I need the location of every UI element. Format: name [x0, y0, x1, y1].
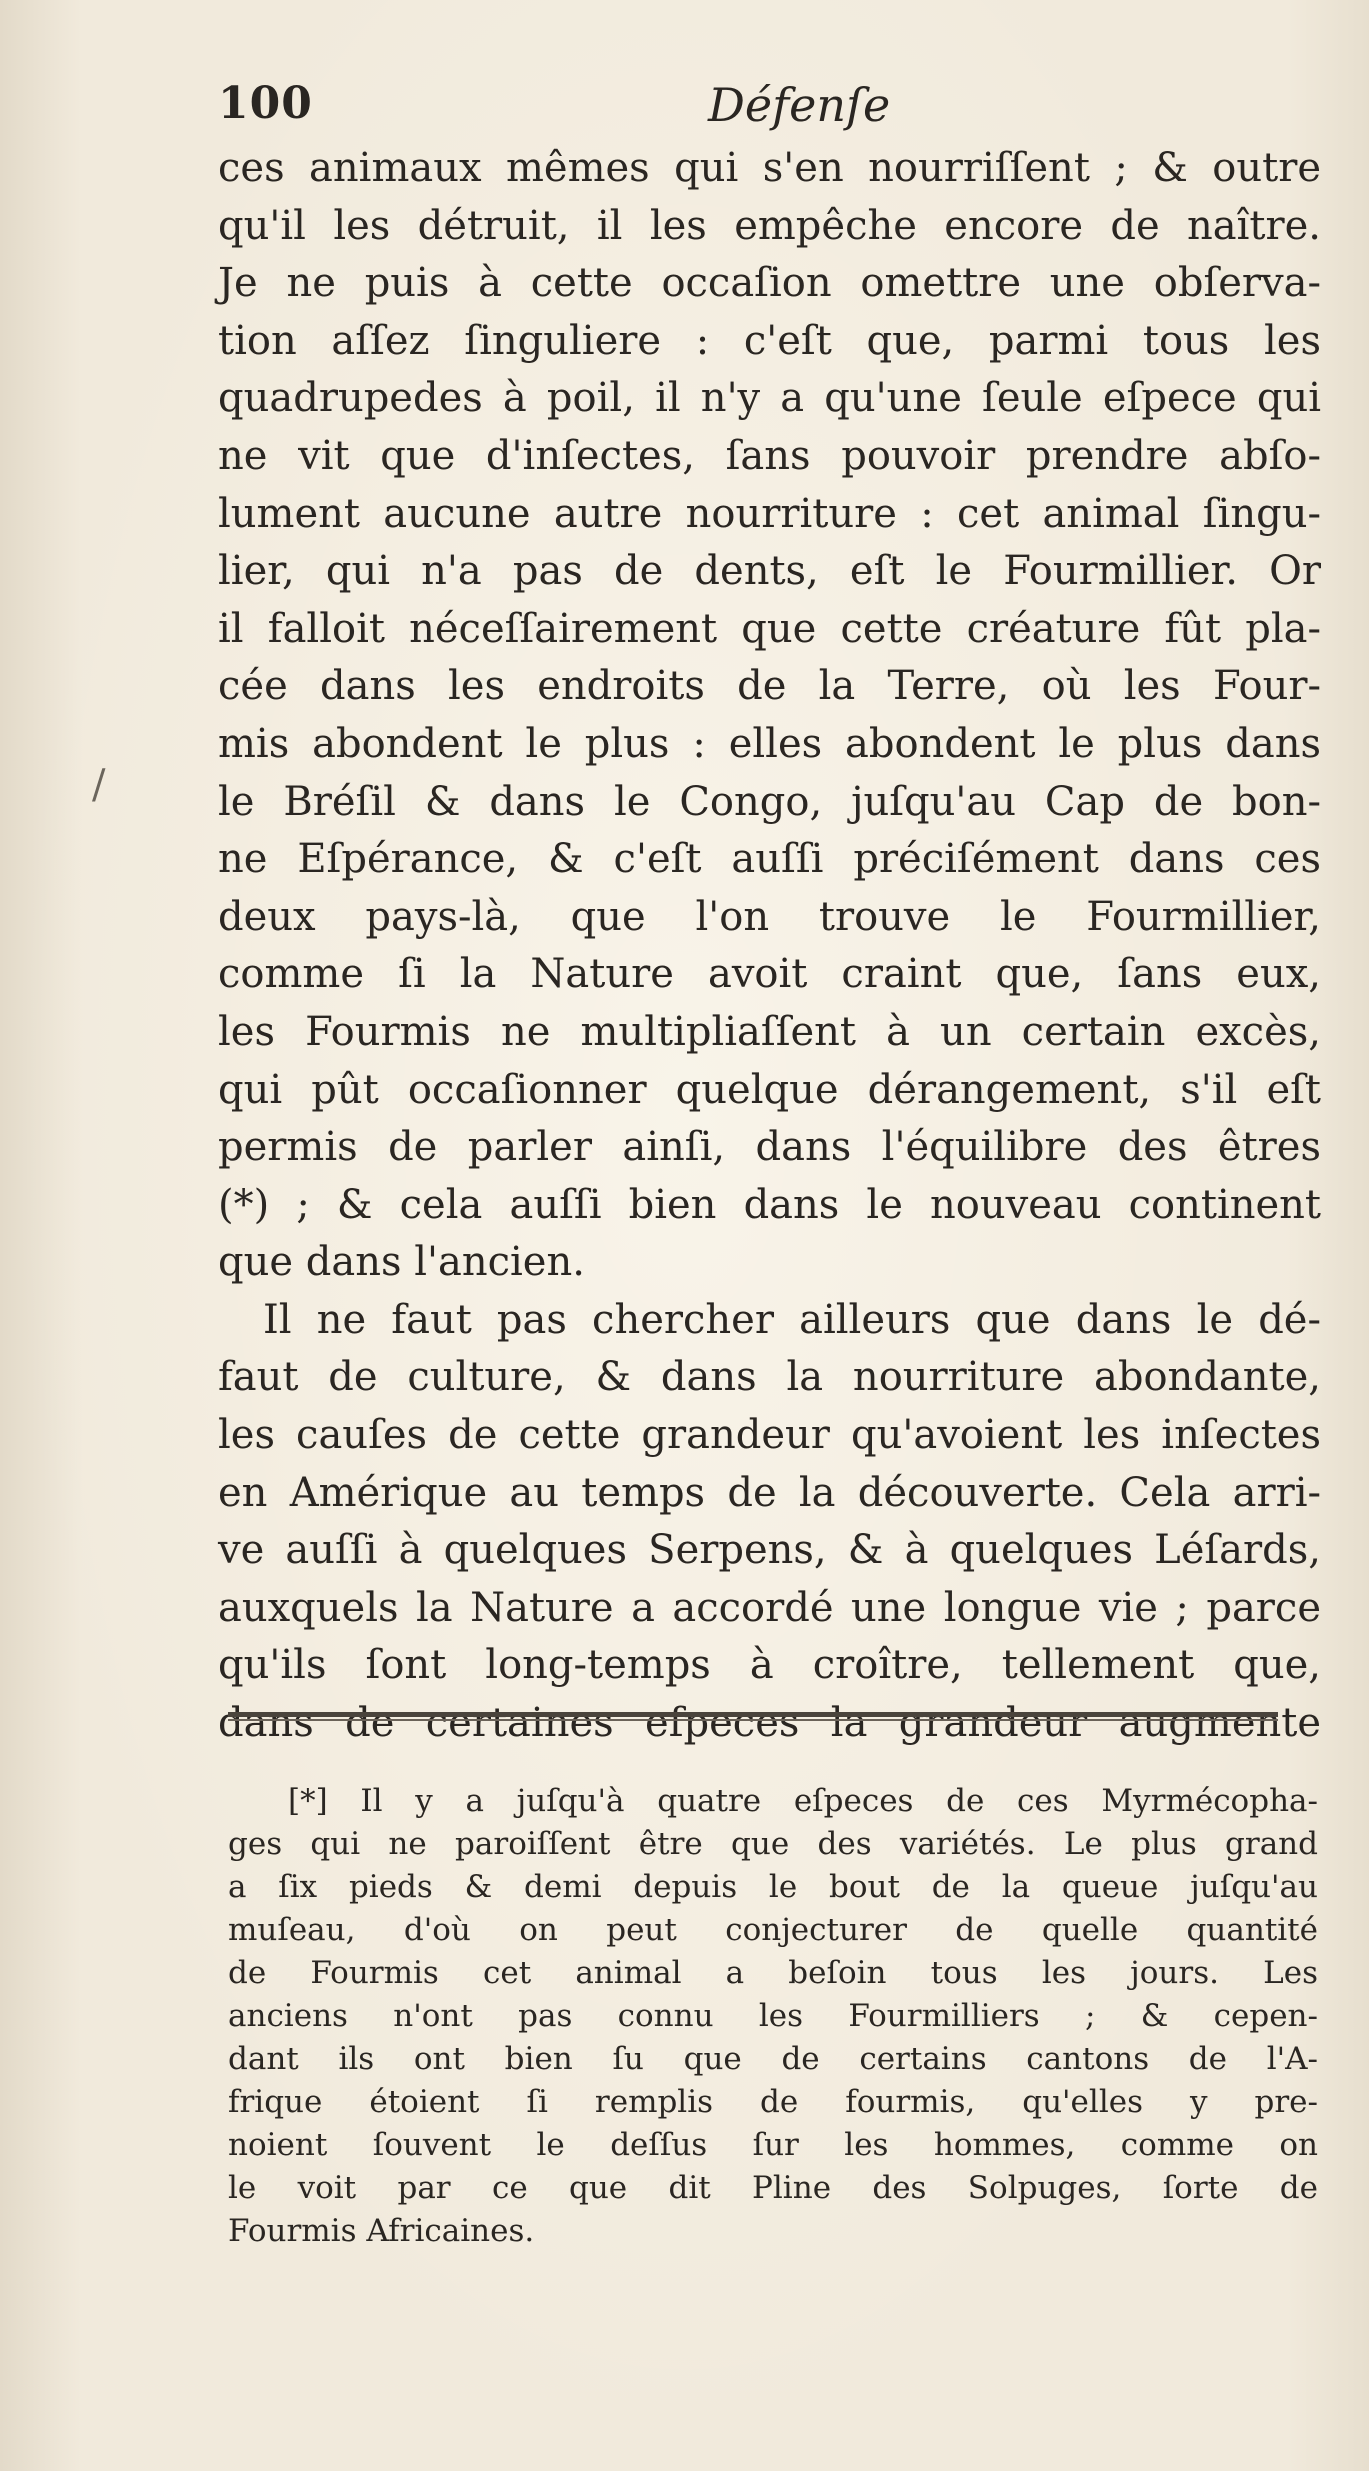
- text-line: ne vit que d'inſectes, ſans pouvoir prendre abſo-: [218, 432, 1321, 479]
- text-line: quadrupedes à poil, il n'y a qu'une ſeule eſpece qui: [218, 375, 1321, 422]
- footnote-line: frique étoient ſi remplis de fourmis, qu'elles y pre-: [228, 2084, 1318, 2120]
- footnote-line: [*] Il y a juſqu'à quatre eſpeces de ces Myrmécopha-: [288, 1783, 1318, 1819]
- running-title: Défenſe: [708, 78, 891, 132]
- text-line: mis abondent le plus : elles abondent le plus dans: [218, 720, 1321, 767]
- text-line: cée dans les endroits de la Terre, où les Four-: [218, 663, 1321, 710]
- text-line: comme ſi la Nature avoit craint que, ſans eux,: [218, 951, 1321, 998]
- text-line: ne Eſpérance, & c'eſt auſſi préciſément dans ces: [218, 836, 1321, 883]
- page-number: 100: [218, 78, 313, 129]
- text-line: permis de parler ainſi, dans l'équilibre des êtres: [218, 1124, 1321, 1171]
- text-line: dans de certaines eſpeces la grandeur augmente: [218, 1700, 1321, 1747]
- footnote-line: de Fourmis cet animal a beſoin tous les jours. Les: [228, 1955, 1318, 1991]
- text-line: lument aucune autre nourriture : cet animal ſingu-: [218, 490, 1321, 537]
- footnote-line: anciens n'ont pas connu les Fourmilliers ; & cepen-: [228, 1998, 1318, 2034]
- footnote-line: le voit par ce que dit Pline des Solpuges, ſorte de: [228, 2170, 1318, 2206]
- text-line: Il ne faut pas chercher ailleurs que dans le dé-: [263, 1296, 1321, 1343]
- text-line: Je ne puis à cette occaſion omettre une obſerva-: [218, 260, 1321, 307]
- footnote-rule-thin: [228, 1719, 1278, 1721]
- text-line: auxquels la Nature a accordé une longue vie ; parce: [218, 1584, 1321, 1631]
- footnote-line: ges qui ne paroiſſent être que des variétés. Le plus grand: [228, 1826, 1318, 1862]
- text-line: tion aſſez ſinguliere : c'eſt que, parmi tous les: [218, 317, 1321, 364]
- footnote-line: noient ſouvent le deſſus ſur les hommes, comme on: [228, 2127, 1318, 2163]
- text-line: ve auſſi à quelques Serpens, & à quelques Léſards,: [218, 1527, 1321, 1574]
- text-line: que dans l'ancien.: [218, 1239, 585, 1286]
- text-line: il falloit néceſſairement que cette créature fût pla-: [218, 605, 1321, 652]
- page-header: [218, 78, 1318, 138]
- text-line: deux pays-là, que l'on trouve le Fourmillier,: [218, 893, 1321, 940]
- text-line: le Bréſil & dans le Congo, juſqu'au Cap de bon-: [218, 778, 1321, 825]
- footnote-block: [228, 1780, 1318, 2253]
- text-line: lier, qui n'a pas de dents, eſt le Fourmillier. Or: [218, 548, 1321, 595]
- main-text-block: [218, 140, 1321, 1753]
- text-line: (*) ; & cela auſſi bien dans le nouveau continent: [218, 1181, 1321, 1228]
- text-line: les Fourmis ne multipliaſſent à un certain excès,: [218, 1008, 1321, 1055]
- footnote-rule: [228, 1712, 1278, 1717]
- text-line: faut de culture, & dans la nourriture abondante,: [218, 1354, 1321, 1401]
- text-line: ces animaux mêmes qui s'en nourriſſent ; & outre: [218, 145, 1321, 191]
- text-line: qu'il les détruit, il les empêche encore de naître.: [218, 202, 1321, 249]
- footnote-line: Fourmis Africaines.: [228, 2213, 535, 2249]
- margin-pencil-mark: /: [92, 762, 106, 808]
- footnote-line: a ſix pieds & demi depuis le bout de la queue juſqu'au: [228, 1869, 1318, 1905]
- text-line: qu'ils ſont long-temps à croître, tellement que,: [218, 1642, 1321, 1689]
- footnote-line: muſeau, d'où on peut conjecturer de quelle quantité: [228, 1912, 1318, 1948]
- text-line: en Amérique au temps de la découverte. Cela arri-: [218, 1469, 1321, 1516]
- footnote-line: dant ils ont bien ſu que de certains cantons de l'A-: [228, 2041, 1318, 2077]
- text-line: qui pût occaſionner quelque dérangement, s'il eſt: [218, 1066, 1321, 1113]
- text-line: les cauſes de cette grandeur qu'avoient les inſectes: [218, 1412, 1321, 1459]
